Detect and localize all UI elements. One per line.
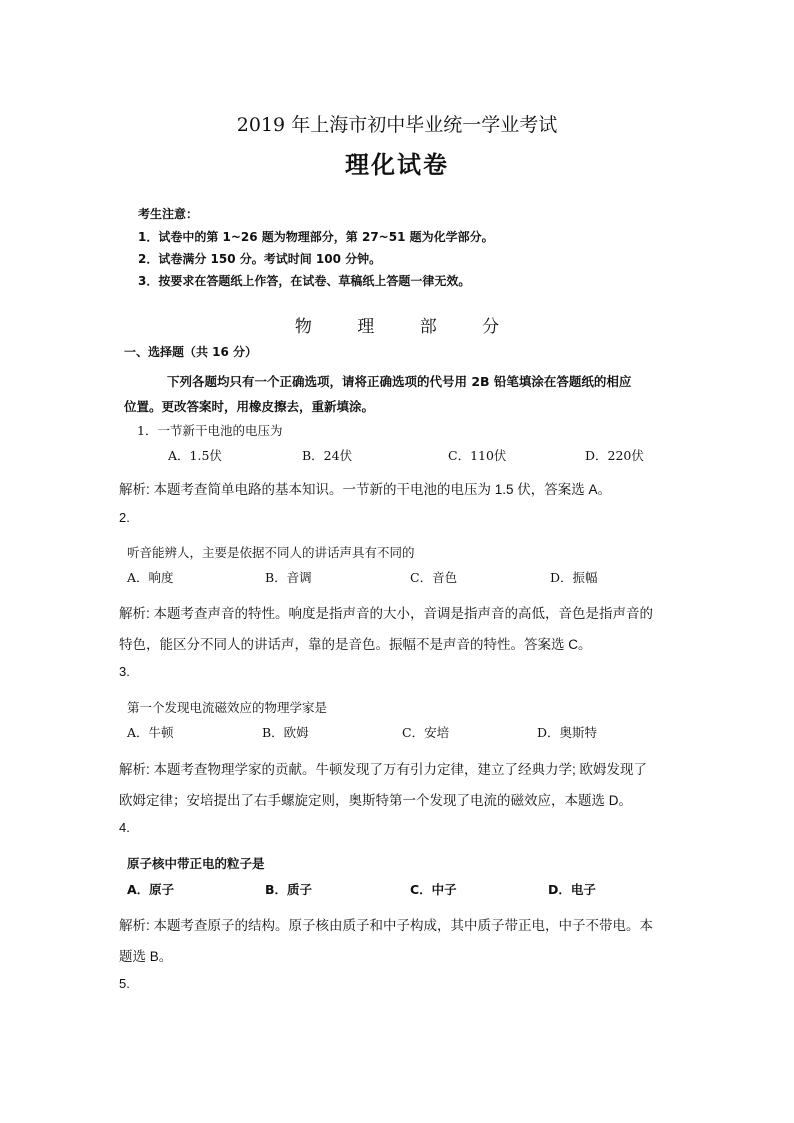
analysis-line: 题选 B。 <box>119 949 173 964</box>
option: D．电子 <box>548 882 596 897</box>
option: C．110伏 <box>448 448 507 463</box>
option: C．中子 <box>410 882 457 897</box>
question-number: 5. <box>119 976 130 991</box>
exam-subtitle: 理化试卷 <box>345 151 449 179</box>
option: A．牛顿 <box>127 725 174 740</box>
notice-heading: 考生注意： <box>138 207 199 221</box>
question-number: 2. <box>119 510 130 525</box>
option: B．质子 <box>265 882 313 897</box>
instruction-line: 位置。更改答案时，用橡皮擦去，重新填涂。 <box>124 399 375 414</box>
analysis-line: 解析: 本题考查声音的特性。响度是指声音的大小，音调是指声音的高低，音色是指声音的 <box>119 606 654 621</box>
question-text: 1．一节新干电池的电压为 <box>137 423 283 438</box>
analysis-line: 特色，能区分不同人的讲话声，靠的是音色。振幅不是声音的特性。答案选 C。 <box>119 637 592 652</box>
question-text: 原子核中带正电的粒子是 <box>127 856 265 871</box>
question-text: 第一个发现电流磁效应的物理学家是 <box>127 700 328 715</box>
option: C．音色 <box>410 570 458 585</box>
question-number: 3. <box>119 664 130 679</box>
analysis-line: 解析: 本题考查简单电路的基本知识。一节新的干电池的电压为 1.5 伏，答案选 A。 <box>119 482 612 497</box>
notice-item: 2．试卷满分 150 分。考试时间 100 分钟。 <box>138 252 382 266</box>
analysis-line: 解析: 本题考查物理学家的贡献。牛顿发现了万有引力定律，建立了经典力学; 欧姆发现了 <box>119 762 648 777</box>
notice-item: 1．试卷中的第 1~26 题为物理部分，第 27~51 题为化学部分。 <box>138 230 494 244</box>
option: B．欧姆 <box>262 725 309 740</box>
option: B．24伏 <box>302 448 353 463</box>
exam-title: 2019 年上海市初中毕业统一学业考试 <box>236 114 558 136</box>
option: C．安培 <box>402 725 450 740</box>
option: D．振幅 <box>550 570 598 585</box>
instruction-line: 下列各题均只有一个正确选项，请将正确选项的代号用 2B 铅笔填涂在答题纸的相应 <box>167 374 632 389</box>
analysis-line: 欧姆定律；安培提出了右手螺旋定则，奥斯特第一个发现了电流的磁效应，本题选 D。 <box>119 793 632 808</box>
option: D．奥斯特 <box>537 725 598 740</box>
option: A．响度 <box>127 570 174 585</box>
question-number: 4. <box>119 820 130 835</box>
option: A．1.5伏 <box>168 448 222 463</box>
section-title: 物 理 部 分 <box>294 317 520 337</box>
question-text: 听音能辨人，主要是依据不同人的讲话声具有不同的 <box>127 545 415 560</box>
option: D．220伏 <box>585 448 644 463</box>
notice-item: 3．按要求在答题纸上作答，在试卷、草稿纸上答题一律无效。 <box>138 274 471 288</box>
part-heading: 一、选择题（共 16 分） <box>124 345 258 359</box>
analysis-line: 解析: 本题考查原子的结构。原子核由质子和中子构成，其中质子带正电，中子不带电。本 <box>119 918 654 933</box>
option: A．原子 <box>127 882 175 897</box>
option: B．音调 <box>265 570 312 585</box>
